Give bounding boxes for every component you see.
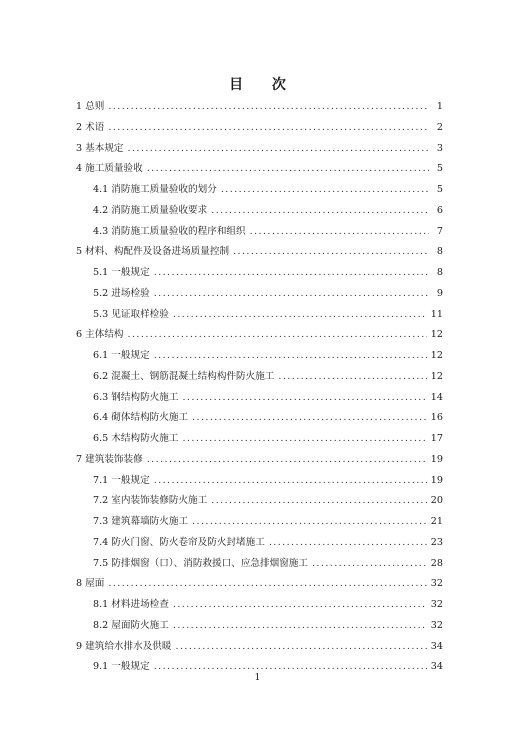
- toc-entry[interactable]: [76, 451, 443, 465]
- dot-leader: [147, 454, 427, 465]
- toc-entry[interactable]: [93, 285, 443, 299]
- dot-leader: [154, 350, 427, 361]
- toc-entry-label: 5 材料、构配件及设备进场质量控制: [76, 246, 230, 258]
- toc-entry-page: 23: [430, 536, 443, 548]
- toc-entry-label: 2 术语: [76, 121, 105, 133]
- dot-leader: [192, 412, 427, 423]
- dot-leader: [312, 558, 427, 569]
- dot-leader: [108, 122, 429, 133]
- toc-entry-label: 8.1 材料进场检查: [93, 599, 169, 610]
- toc-entry[interactable]: [93, 430, 443, 444]
- toc-entry[interactable]: [93, 223, 443, 237]
- toc-entry-page: 28: [430, 557, 443, 569]
- toc-entry[interactable]: [93, 347, 443, 361]
- dot-leader: [269, 537, 427, 548]
- toc-entry-page: 5: [436, 163, 443, 175]
- toc-entry-label: 7.2 室内装饰装修防火施工: [93, 495, 208, 507]
- toc-entry-label: 6.1 一般规定: [93, 350, 150, 361]
- dot-leader: [154, 661, 427, 672]
- toc-entry-page: 14: [430, 391, 443, 403]
- toc-entry-label: 5.1 一般规定: [93, 267, 150, 278]
- toc-entry-page: 7: [436, 225, 443, 237]
- toc-entry-page: 34: [430, 640, 443, 652]
- toc-entry[interactable]: [93, 658, 443, 672]
- toc-entry[interactable]: [93, 264, 443, 278]
- toc-entry[interactable]: [76, 140, 443, 154]
- dot-leader: [147, 163, 429, 174]
- toc-entry-label: 4.2 消防施工质量验收要求: [93, 204, 208, 216]
- toc-entry-label: 7.1 一般规定: [93, 474, 150, 486]
- toc-entry-page: 3: [436, 142, 443, 154]
- dot-leader: [154, 288, 429, 299]
- dot-leader: [173, 620, 427, 631]
- dot-leader: [176, 641, 427, 652]
- toc-entry-label: 6.3 钢结构防火施工: [93, 391, 179, 403]
- dot-leader: [250, 226, 429, 237]
- toc-entry-label: 4.3 消防施工质量验收的程序和组织: [93, 225, 246, 237]
- toc-entry[interactable]: [93, 306, 443, 320]
- toc-entry-label: 9.1 一般规定: [93, 661, 150, 673]
- dot-leader: [154, 475, 427, 486]
- toc-entry-page: 9: [436, 287, 443, 299]
- toc-entry-label: 6.2 混凝土、钢筋混凝土结构构件防火施工: [93, 370, 275, 382]
- toc-entry-page: 19: [430, 474, 443, 486]
- dot-leader: [211, 205, 429, 216]
- dot-leader: [211, 495, 427, 506]
- toc-entry-label: 5.2 进场检验: [93, 287, 150, 299]
- toc-entry-page: 6: [436, 204, 443, 216]
- toc-entry-page: 16: [430, 412, 443, 424]
- dot-leader: [182, 392, 426, 403]
- toc-entry-label: 6.4 砌体结构防火施工: [93, 412, 189, 424]
- toc-entry[interactable]: [93, 596, 443, 610]
- toc-entry-page: 5: [436, 184, 443, 195]
- toc-entry[interactable]: [76, 160, 443, 174]
- toc-entry[interactable]: [93, 617, 443, 631]
- toc-entry-page: 21: [430, 516, 443, 527]
- toc-entry-label: 7.5 防排烟窗（口）、消防救援口、应急排烟窗施工: [93, 557, 308, 569]
- toc-entry-label: 7.3 建筑幕墙防火施工: [93, 516, 189, 527]
- toc-entry[interactable]: [93, 409, 443, 423]
- toc-entry-page: 19: [430, 453, 443, 465]
- dot-leader: [182, 433, 426, 444]
- toc-entry-page: 20: [430, 495, 443, 507]
- dot-leader: [192, 516, 427, 527]
- toc-entry-page: 1: [436, 101, 443, 112]
- toc-entry[interactable]: [76, 326, 443, 340]
- toc-entry[interactable]: [93, 389, 443, 403]
- toc-entry-label: 3 基本规定: [76, 142, 124, 154]
- toc-entry-page: 12: [430, 329, 443, 341]
- dot-leader: [128, 329, 427, 340]
- toc-title: 目 次: [229, 77, 298, 93]
- toc-entry[interactable]: [93, 492, 443, 506]
- dot-leader: [233, 246, 429, 257]
- toc-entry[interactable]: [93, 181, 443, 195]
- toc-entry[interactable]: [93, 202, 443, 216]
- dot-leader: [108, 578, 426, 589]
- toc-entry-page: 8: [436, 246, 443, 258]
- toc-entry-page: 2: [436, 121, 443, 133]
- toc-entry-label: 4.1 消防施工质量验收的划分: [93, 184, 217, 195]
- toc-entry-page: 32: [430, 619, 443, 631]
- toc-entry-label: 1 总则: [76, 101, 105, 112]
- toc-entry-label: 5.3 见证取样检验: [93, 308, 169, 320]
- toc-entry[interactable]: [93, 472, 443, 486]
- toc-entry-page: 12: [430, 370, 443, 382]
- toc-entry-page: 34: [430, 661, 443, 673]
- toc-entry-label: 6.5 木结构防火施工: [93, 433, 179, 444]
- toc-entry-page: 8: [436, 267, 443, 278]
- dot-leader: [154, 267, 429, 278]
- toc-entry[interactable]: [76, 638, 443, 652]
- toc-entry-page: 11: [430, 308, 443, 320]
- toc-entry-label: 8 屋面: [76, 578, 105, 590]
- dot-leader: [173, 599, 427, 610]
- dot-leader: [221, 184, 429, 195]
- page-number: 1: [254, 673, 261, 683]
- toc-entry-page: 12: [430, 350, 443, 361]
- toc-entry[interactable]: [93, 534, 443, 548]
- toc-entry[interactable]: [93, 513, 443, 527]
- toc-entry[interactable]: [76, 243, 443, 257]
- toc-entry-label: 7.4 防火门窗、防火卷帘及防火封堵施工: [93, 536, 265, 548]
- toc-entry-label: 7 建筑装饰装修: [76, 453, 143, 465]
- toc-entry-label: 6 主体结构: [76, 329, 124, 341]
- toc-entry[interactable]: [76, 575, 443, 589]
- dot-leader: [173, 309, 427, 320]
- toc-entry[interactable]: [76, 119, 443, 133]
- dot-leader: [278, 371, 426, 382]
- toc-entry-label: 4 施工质量验收: [76, 163, 143, 175]
- toc-entry-page: 17: [430, 433, 443, 444]
- toc-entry-page: 32: [430, 578, 443, 590]
- toc-entry-label: 8.2 屋面防火施工: [93, 619, 169, 631]
- toc-entry[interactable]: [76, 98, 443, 112]
- toc-entry-page: 32: [430, 599, 443, 610]
- toc-entry-label: 9 建筑给水排水及供暖: [76, 640, 172, 652]
- dot-leader: [108, 101, 429, 112]
- toc-entry[interactable]: [93, 368, 443, 382]
- dot-leader: [128, 143, 429, 154]
- toc-entry[interactable]: [93, 555, 443, 569]
